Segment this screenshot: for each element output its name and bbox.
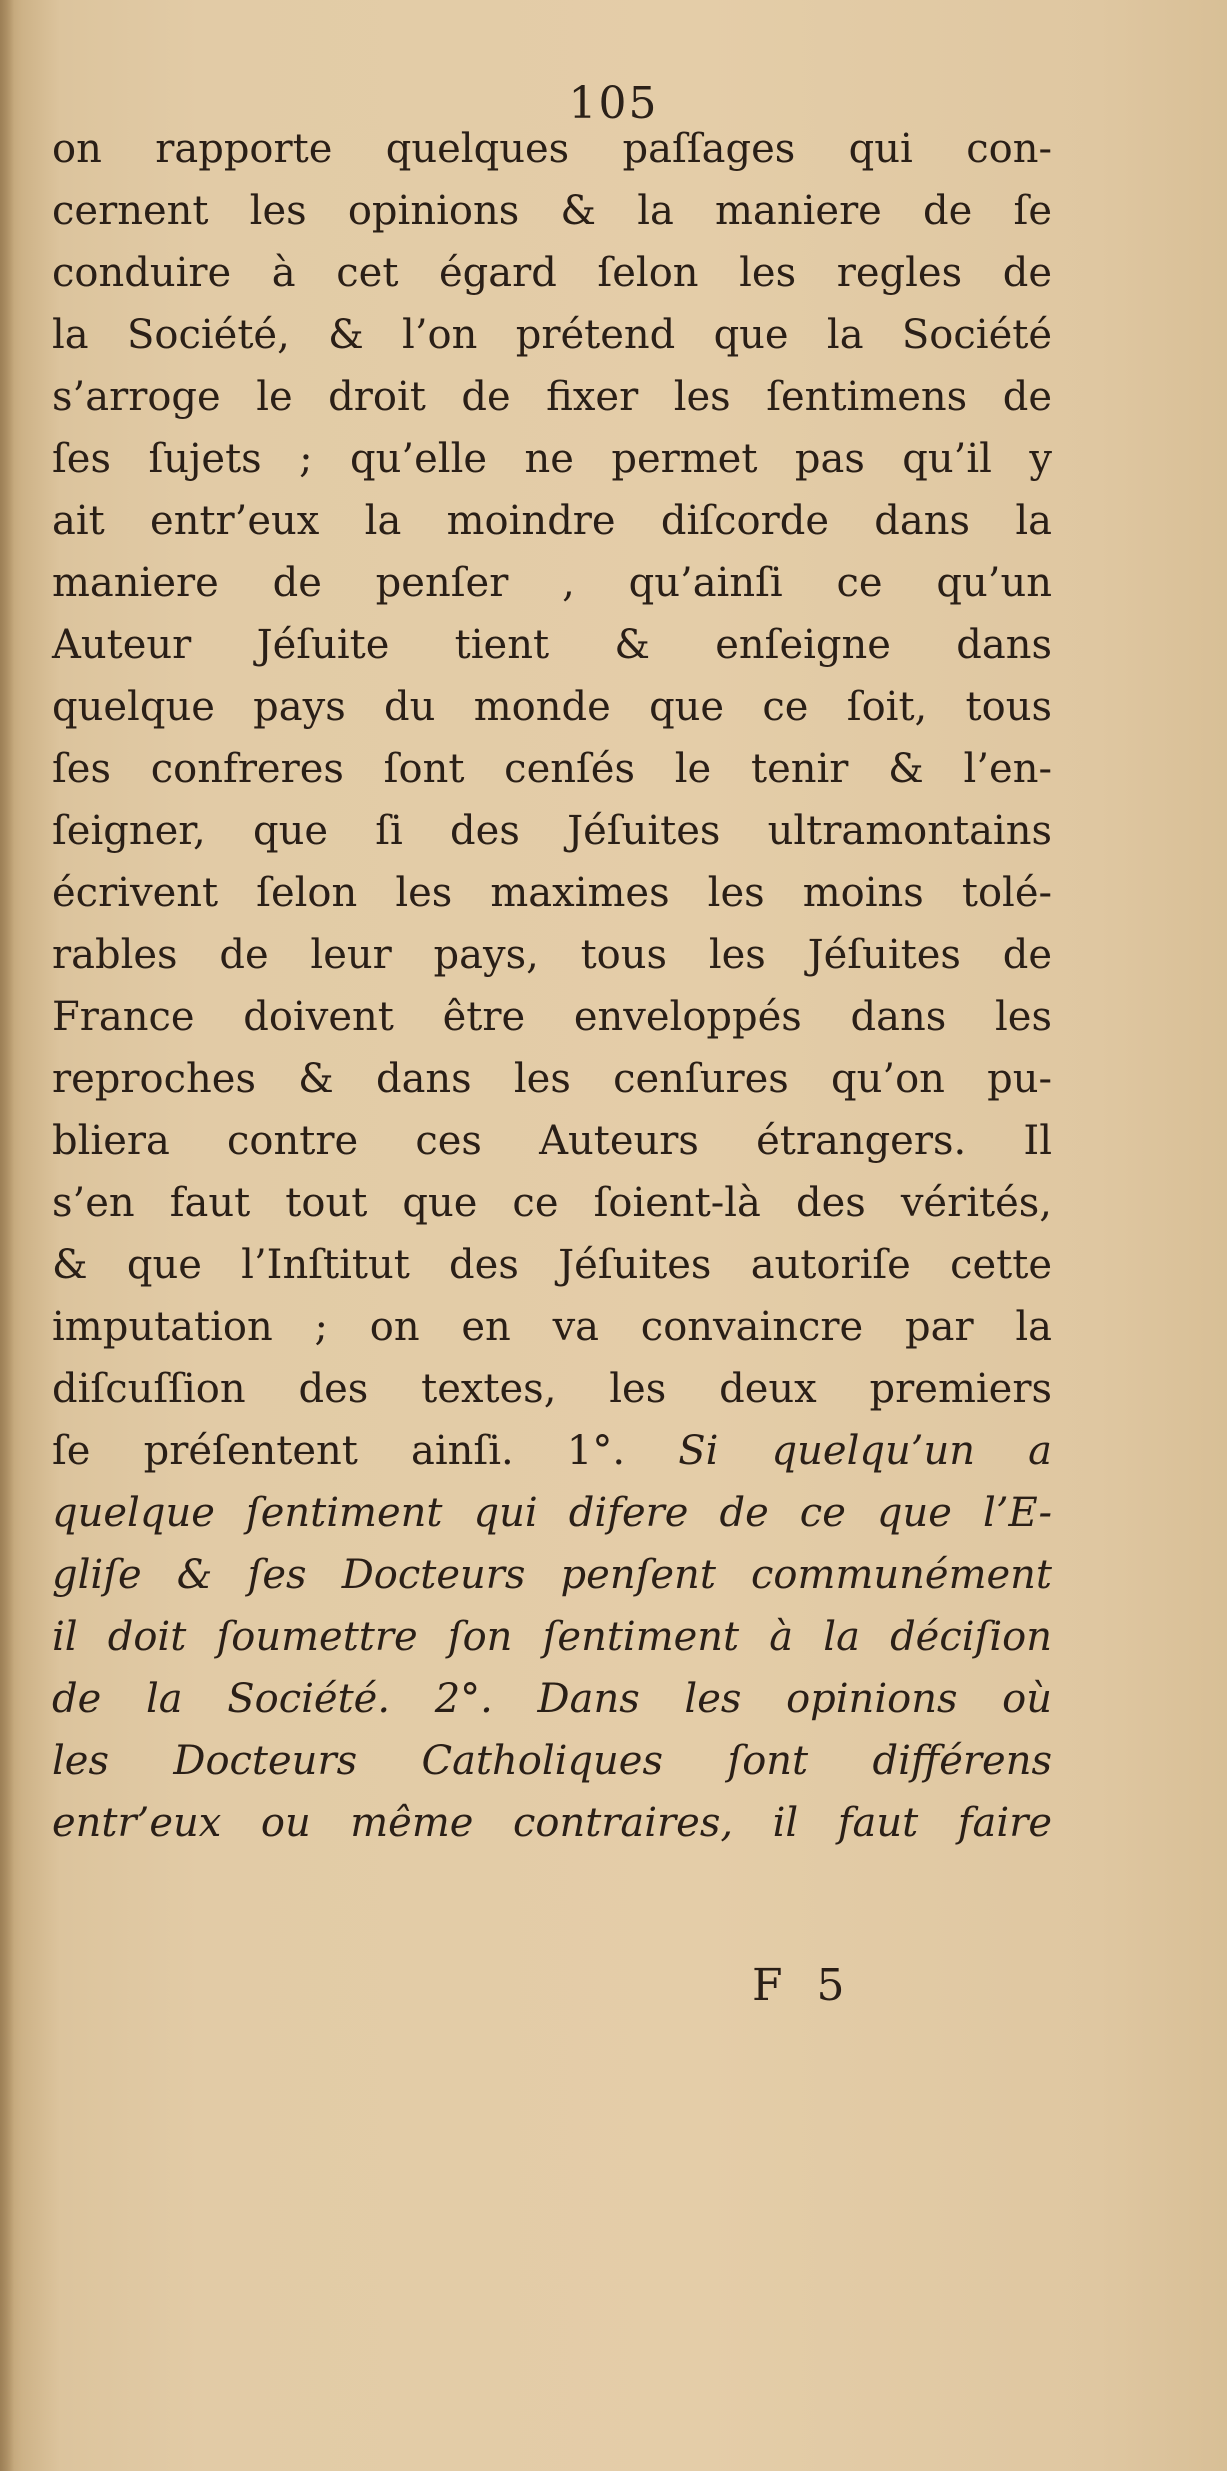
text-line — [52, 1296, 1052, 1358]
text-line-main: & que l’Inſtitut des Jéſuites autoriſe cette — [52, 1242, 1052, 1288]
text-line-main: diſcuſſion des textes, les deux premiers — [52, 1366, 1052, 1412]
text-line-main: les Docteurs Catholiques ſont différens — [52, 1738, 1052, 1784]
text-line-main: entr’eux ou même contraires, il faut faire — [52, 1800, 1052, 1846]
text-line — [52, 366, 1052, 428]
text-line-main: s’en faut tout que ce ſoient-là des vérités, — [52, 1180, 1052, 1226]
signature-mark: F 5 — [752, 1960, 855, 2011]
text-line — [52, 614, 1052, 676]
text-line — [52, 1730, 1052, 1792]
text-line-main: écrivent ſelon les maximes les moins tolé- — [52, 870, 1052, 916]
text-line-main: Auteur Jéſuite tient & enſeigne dans — [52, 622, 1052, 668]
text-line-main: bliera contre ces Auteurs étrangers. Il — [52, 1118, 1052, 1164]
text-line — [52, 986, 1052, 1048]
text-line-main: cernent les opinions & la maniere de ſe — [52, 188, 1052, 234]
text-line — [52, 738, 1052, 800]
text-line-main: de la Société. 2°. Dans les opinions où — [52, 1676, 1052, 1722]
page-number: 105 — [568, 78, 659, 129]
text-line — [52, 1358, 1052, 1420]
text-line-main: maniere de penſer , qu’ainſi ce qu’un — [52, 560, 1052, 606]
text-line — [52, 304, 1052, 366]
text-line-main: la Société, & l’on prétend que la Société — [52, 312, 1052, 358]
text-line — [52, 118, 1052, 180]
text-line — [52, 490, 1052, 552]
text-line — [52, 428, 1052, 490]
text-line-main: on rapporte quelques paſſages qui con- — [52, 126, 1052, 172]
text-line — [52, 552, 1052, 614]
text-line — [52, 242, 1052, 304]
text-line-main: il doit ſoumettre ſon ſentiment à la déciſion — [52, 1614, 1052, 1660]
text-line — [52, 924, 1052, 986]
text-line-main: ſeigner, que ſi des Jéſuites ultramontains — [52, 808, 1052, 854]
text-line — [52, 1420, 1052, 1482]
body-text — [52, 118, 1052, 1854]
text-line-main: imputation ; on en va convaincre par la — [52, 1304, 1052, 1350]
text-line-main: s’arroge le droit de fixer les ſentimens de — [52, 374, 1052, 420]
text-line-main: gliſe & ſes Docteurs penſent communément — [52, 1552, 1052, 1598]
text-line-main: France doivent être enveloppés dans les — [52, 994, 1052, 1040]
text-line — [52, 1668, 1052, 1730]
text-line — [52, 1172, 1052, 1234]
text-line — [52, 1110, 1052, 1172]
text-line-main: quelque pays du monde que ce ſoit, tous — [52, 684, 1052, 730]
text-line — [52, 1234, 1052, 1296]
text-line — [52, 180, 1052, 242]
gutter-shadow — [0, 0, 14, 2471]
text-line — [52, 1048, 1052, 1110]
text-line — [52, 800, 1052, 862]
text-line — [52, 1792, 1052, 1854]
text-line-main: ait entr’eux la moindre diſcorde dans la — [52, 498, 1052, 544]
text-line — [52, 676, 1052, 738]
text-line — [52, 1544, 1052, 1606]
text-line-main: reproches & dans les cenſures qu’on pu- — [52, 1056, 1052, 1102]
text-line — [52, 1482, 1052, 1544]
text-line-main: conduire à cet égard ſelon les regles de — [52, 250, 1052, 296]
text-line — [52, 1606, 1052, 1668]
text-line-main: ſes ſujets ; qu’elle ne permet pas qu’il y — [52, 436, 1052, 482]
text-line-main: ſes confreres ſont cenſés le tenir & l’en- — [52, 746, 1052, 792]
text-line-main: rables de leur pays, tous les Jéſuites de — [52, 932, 1052, 978]
text-line-italic-tail: Si quelqu’un a — [678, 1428, 1052, 1474]
text-line-main: ſe préſentent ainſi. 1°. — [52, 1428, 679, 1474]
text-line — [52, 862, 1052, 924]
text-line-main: quelque ſentiment qui difere de ce que l’E- — [52, 1490, 1052, 1536]
